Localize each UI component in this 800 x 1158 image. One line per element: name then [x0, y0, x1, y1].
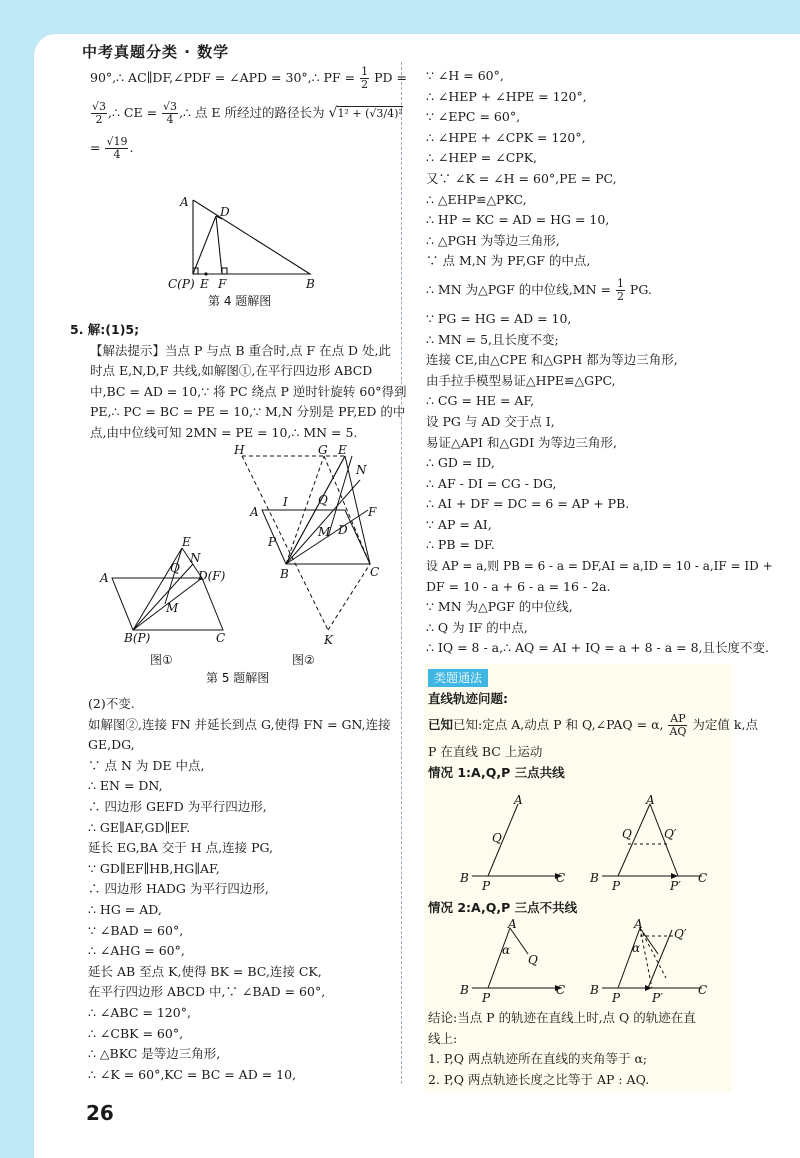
left-column-top	[90, 66, 407, 161]
svg-text:C: C	[370, 565, 380, 579]
svg-text:B: B	[590, 871, 599, 885]
case-2-diagram	[452, 918, 712, 1006]
svg-text:P′: P′	[670, 879, 681, 892]
svg-text:N: N	[356, 463, 367, 477]
method-tip-text: 类题通法 直线轨迹问题: 已知已知:定点 A,动点 P 和 Q,∠PAQ = α, $\frac{AP}{AQ}$ 为定值 k,点 P 在直线 BC 上运动 情况 1:A,Q,P 三点共线	[428, 668, 758, 783]
mn-midline-line: ∴ MN 为△PGF 的中位线,MN = $\frac{1}{2}$ PG.	[426, 276, 652, 303]
method-tag: 类题通法	[428, 669, 488, 687]
fig5-figure-2	[242, 456, 370, 630]
svg-text:B: B	[280, 567, 289, 581]
fig4-line-dc	[193, 216, 216, 274]
svg-text:C: C	[698, 871, 708, 885]
svg-text:C: C	[556, 983, 566, 997]
svg-text:M: M	[318, 525, 331, 539]
fig5-figure-1	[112, 548, 223, 630]
svg-text:A: A	[100, 571, 109, 585]
svg-text:A: A	[514, 793, 523, 807]
svg-text:G: G	[318, 443, 328, 457]
q5-tip-line-1: 时点 E,N,D,F 共线,如解图①,在平行四边形 ABCD	[90, 363, 373, 379]
svg-text:F: F	[218, 277, 227, 291]
svg-text:F: F	[368, 505, 377, 519]
fig4-caption: 第 4 题解图	[208, 294, 272, 308]
svg-text:K: K	[324, 633, 333, 647]
q5-block	[70, 320, 407, 444]
svg-text:A: A	[646, 793, 655, 807]
svg-text:E: E	[182, 535, 191, 549]
method-title: 直线轨迹问题:	[428, 690, 508, 706]
svg-text:H: H	[234, 443, 245, 457]
fraction-sqrt3-over-4: $\frac{√3}{4}$	[163, 100, 178, 126]
svg-text:P: P	[482, 991, 491, 1005]
case-2-label: 情况 2:A,Q,P 三点不共线	[428, 900, 578, 915]
svg-text:D(F): D(F)	[198, 569, 226, 583]
radical-sign: √	[328, 105, 338, 121]
fig4-line-df	[216, 216, 222, 274]
radical-expression: 1² + (√3/4)²	[337, 107, 403, 120]
svg-text:M: M	[166, 601, 179, 615]
svg-text:图①: 图①	[150, 653, 173, 667]
svg-text:A: A	[634, 918, 643, 931]
svg-text:P′: P′	[652, 991, 663, 1005]
svg-text:A: A	[250, 505, 259, 519]
svg-text:N: N	[190, 551, 201, 565]
svg-text:C: C	[556, 871, 566, 885]
svg-text:D: D	[338, 523, 348, 537]
right-column: ∵ ∠H = 60°, ∴ ∠HEP + ∠HPE = 120°, ∵ ∠EPC = 60°, ∴ ∠HPE + ∠CPK = 120°, ∴ ∠HEP = ∠CPK, 又∵ ∠K = ∠H = 60°,PE = PC, ∴ △EHP≌△PKC, ∴ HP = KC = AD = HG = 10, ∴ △PGH 为等边三角形, ∵ 点 M,N 为 PF,GF 的中点, ∴ MN 为△PGF 的中位线,MN = $\frac{1}{2}$ PG. ∵ PG = HG = AD = 10, ∴ MN = 5,且长度不变; 连接 CE,由△CPE 和△GPH 都为等边三角形, 由手拉手模型易证△HPE≌△GPC, ∴ CG = HE = AF, 设 PG 与 AD 交于点 I, 易证△API 和△GDI 为等边三角形, ∴ GD = ID, ∴ AF - DI = CG - DG, ∴ AI + DF = DC = 6 = AP + PB. ∵ AP = AI, ∴ PB = DF. 设 AP = a,则 PB = 6 - a = DF,AI = a,ID = 10 - a,IF = ID + DF = 10 - a + 6 - a = 16 - 2a. ∵ MN 为△PGF 的中位线, ∴ Q 为 IF 的中点, ∴ IQ = 8 - a,∴ AQ = AI + IQ = a + 8 - a = 8,且长度不变.	[426, 68, 773, 656]
svg-text:A: A	[508, 918, 517, 931]
q5-tip-line-3: PE,∴ PC = BC = PE = 10,∵ M,N 分别是 PF,ED 的中	[90, 404, 406, 420]
svg-text:C: C	[698, 983, 708, 997]
svg-text:Q: Q	[528, 953, 538, 967]
case-1-diagram	[452, 792, 712, 892]
fraction-sqrt3-over-2: $\frac{√3}{2}$	[92, 100, 107, 126]
svg-text:α: α	[632, 941, 641, 955]
figure-4-diagram	[160, 192, 330, 312]
svg-text:I: I	[283, 495, 288, 509]
fig4-triangle	[193, 200, 310, 274]
svg-text:C(P): C(P)	[168, 277, 195, 291]
svg-text:α: α	[502, 943, 511, 957]
svg-text:C: C	[216, 631, 226, 645]
q5-title: 5. 解:(1)5;	[70, 322, 140, 337]
svg-text:P: P	[612, 991, 621, 1005]
svg-text:E: E	[200, 277, 209, 291]
fig5-caption: 第 5 题解图	[206, 671, 270, 685]
conclusion-block: 结论:当点 P 的轨迹在直线上时,点 Q 的轨迹在直 线上: 1. P,Q 两点轨迹所在直线的夹角等于 α; 2. P,Q 两点轨迹长度之比等于 AP : AQ.	[428, 1010, 696, 1087]
left-column-bottom: (2)不变. 如解图②,连接 FN 并延长到点 G,使得 FN = GN,连接 GE,DG, ∵ 点 N 为 DE 中点, ∴ EN = DN, ∴ 四边形 GEFD 为平行四边形, ∴ GE∥AF,GD∥EF. 延长 EG,BA 交于 H 点,连接 PG, ∵ GD∥EF∥HB,HG∥AF, ∴ 四边形 HADG 为平行四边形, ∴ HG = AD, ∵ ∠BAD = 60°, ∴ ∠AHG = 60°, 延长 AB 至点 K,使得 BK = BC,连接 CK, 在平行四边形 ABCD 中,∵ ∠BAD = 60°, ∴ ∠ABC = 120°, ∴ ∠CBK = 60°, ∴ △BKC 是等边三角形, ∴ ∠K = 60°,KC = BC = AD = 10,	[88, 696, 391, 1082]
q4-line-3: = $\frac{√19}{4}$ .	[90, 135, 134, 161]
svg-text:E: E	[338, 443, 347, 457]
svg-text:Q: Q	[170, 561, 180, 575]
q4-line-2: $\frac{√3}{2}$ ,∴ CE = $\frac{√3}{4}$ ,∴ 点 E 所经过的路径长为 √1² + (√3/4)²	[92, 100, 403, 126]
svg-text:Q: Q	[622, 827, 632, 841]
q5-tip-line-4: 点,由中位线可知 2MN = PE = 10,∴ MN = 5.	[90, 424, 358, 440]
q4-line-1: 90°,∴ AC∥DF,∠PDF = ∠APD = 30°,∴ PF = $\frac{1}{2}$ PD =	[90, 65, 407, 91]
svg-text:Q′: Q′	[664, 827, 677, 841]
q5-tip-line-0: 【解法提示】当点 P 与点 B 重合时,点 F 在点 D 处,此	[90, 342, 392, 358]
svg-text:Q: Q	[492, 831, 502, 845]
svg-text:Q′: Q′	[674, 927, 687, 941]
fraction-sqrt19-over-4: $\frac{√19}{4}$	[106, 135, 128, 161]
svg-text:A: A	[180, 195, 189, 209]
page-header-title: 中考真题分类 · 数学	[82, 43, 230, 61]
figure-5-diagram	[90, 440, 390, 690]
svg-text:P: P	[482, 879, 491, 892]
column-divider	[401, 62, 402, 1084]
svg-text:D: D	[220, 205, 230, 219]
svg-text:B: B	[590, 983, 599, 997]
svg-text:Q: Q	[318, 493, 328, 507]
svg-text:P: P	[268, 535, 277, 549]
fig4-point-e	[204, 272, 207, 275]
svg-text:B: B	[306, 277, 315, 291]
svg-text:P: P	[612, 879, 621, 892]
svg-text:B(P): B(P)	[124, 631, 151, 645]
page-number: 26	[86, 1101, 114, 1125]
svg-text:B: B	[460, 983, 469, 997]
svg-text:B: B	[460, 871, 469, 885]
svg-text:图②: 图②	[292, 653, 315, 667]
q5-tip-line-2: 中,BC = AD = 10,∵ 将 PC 绕点 P 逆时针旋转 60°得到	[90, 383, 407, 399]
fraction-half: $\frac{1}{2}$	[361, 65, 369, 91]
case-1-label: 情况 1:A,Q,P 三点共线	[428, 764, 565, 780]
